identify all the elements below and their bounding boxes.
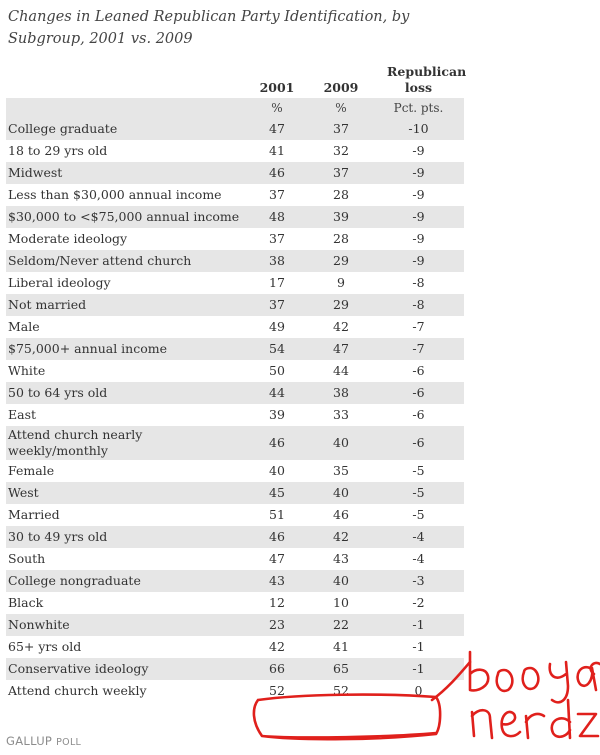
value-2009: 9 [309,272,373,294]
row-label: Midwest [6,162,245,184]
value-2001: 46 [245,426,309,460]
table-row [6,294,464,316]
chart-title: Changes in Leaned Republican Party Identification, by Subgroup, 2001 vs. 2009 [8,9,410,47]
table-row [6,592,464,614]
table-row [6,382,464,404]
value-2009: 44 [309,360,373,382]
value-2001: 45 [245,482,309,504]
value-2009: 42 [309,526,373,548]
value-2009: 40 [309,570,373,592]
value-2009: 40 [309,426,373,460]
value-loss: -10 [373,118,464,140]
value-2001: 38 [245,250,309,272]
gallup-poll-logo [6,734,81,748]
value-2001: 37 [245,294,309,316]
value-loss: -9 [373,250,464,272]
row-label: 50 to 64 yrs old [6,382,245,404]
row-label: $30,000 to <$75,000 annual income [6,206,245,228]
handwriting-nerdz [472,700,598,738]
value-loss: -1 [373,636,464,658]
table-row [6,162,464,184]
value-2001: 44 [245,382,309,404]
table-row [6,526,464,548]
table-row [6,482,464,504]
row-label: Liberal ideology [6,272,245,294]
logo-brand: GALLUP [6,734,53,748]
table-row [6,404,464,426]
table-body [6,118,464,702]
header-2009: 2009 [323,80,359,95]
value-2001: 40 [245,460,309,482]
value-loss: -6 [373,404,464,426]
value-2009: 28 [309,184,373,206]
row-label: College graduate [6,118,245,140]
value-loss: -5 [373,460,464,482]
value-loss: -8 [373,294,464,316]
row-label: Attend church weekly [6,680,245,702]
data-table [6,60,467,702]
value-loss: -9 [373,162,464,184]
value-2001: 46 [245,162,309,184]
table-row [6,118,464,140]
row-label: 65+ yrs old [6,636,245,658]
value-2001: 37 [245,228,309,250]
units-row [6,98,464,118]
value-2001: 66 [245,658,309,680]
value-2009: 37 [309,118,373,140]
row-label: Nonwhite [6,614,245,636]
table-row [6,272,464,294]
row-label: Conservative ideology [6,658,245,680]
value-2001: 50 [245,360,309,382]
table-row [6,228,464,250]
table-row [6,140,464,162]
value-2001: 47 [245,118,309,140]
value-loss: 0 [373,680,464,702]
table-row [6,250,464,272]
row-label: 30 to 49 yrs old [6,526,245,548]
value-2001: 48 [245,206,309,228]
value-2001: 52 [245,680,309,702]
table-row [6,614,464,636]
value-2001: 42 [245,636,309,658]
row-label: East [6,404,245,426]
value-loss: -9 [373,206,464,228]
row-label: White [6,360,245,382]
unit-2009: % [309,98,373,118]
value-2009: 40 [309,482,373,504]
row-label: Less than $30,000 annual income [6,184,245,206]
value-loss: -7 [373,338,464,360]
row-label: 18 to 29 yrs old [6,140,245,162]
value-2009: 47 [309,338,373,360]
value-loss: -8 [373,272,464,294]
table-row [6,206,464,228]
value-loss: -3 [373,570,464,592]
value-loss: -9 [373,228,464,250]
row-label: Married [6,504,245,526]
value-loss: -9 [373,140,464,162]
value-loss: -2 [373,592,464,614]
value-2009: 35 [309,460,373,482]
value-2009: 29 [309,294,373,316]
unit-loss: Pct. pts. [373,98,464,118]
header-group [6,60,245,98]
table-row [6,636,464,658]
row-label: Attend church nearly weekly/monthly [6,426,245,460]
value-loss: -4 [373,548,464,570]
table-row [6,360,464,382]
value-2001: 12 [245,592,309,614]
value-2009: 46 [309,504,373,526]
table-row [6,548,464,570]
value-2009: 43 [309,548,373,570]
logo-suffix: POLL [56,737,82,748]
unit-2001: % [245,98,309,118]
value-2001: 51 [245,504,309,526]
row-label: College nongraduate [6,570,245,592]
value-2001: 17 [245,272,309,294]
value-2001: 47 [245,548,309,570]
value-2009: 28 [309,228,373,250]
table-row [6,316,464,338]
value-2009: 22 [309,614,373,636]
value-loss: -9 [373,184,464,206]
row-label: West [6,482,245,504]
value-loss: -6 [373,382,464,404]
row-label: Female [6,460,245,482]
value-2001: 41 [245,140,309,162]
value-2009: 33 [309,404,373,426]
table-row [6,184,464,206]
value-2009: 29 [309,250,373,272]
value-2001: 46 [245,526,309,548]
row-label: $75,000+ annual income [6,338,245,360]
value-2009: 39 [309,206,373,228]
table-row [6,680,464,702]
value-loss: -7 [373,316,464,338]
value-loss: -5 [373,504,464,526]
header-republican-loss: Republican loss [387,64,467,95]
value-2009: 38 [309,382,373,404]
row-label: Male [6,316,245,338]
value-2009: 65 [309,658,373,680]
table-row [6,426,464,460]
row-label: Seldom/Never attend church [6,250,245,272]
value-2009: 32 [309,140,373,162]
value-2009: 52 [309,680,373,702]
header-2001: 2001 [259,80,295,95]
value-loss: -1 [373,658,464,680]
value-2001: 54 [245,338,309,360]
unit-group [6,98,245,118]
value-2001: 37 [245,184,309,206]
row-label: Not married [6,294,245,316]
value-loss: -6 [373,426,464,460]
value-2009: 37 [309,162,373,184]
handwriting-booyas [470,652,600,702]
value-2001: 49 [245,316,309,338]
table-row [6,460,464,482]
row-label: Black [6,592,245,614]
header-row [6,60,464,98]
row-label: Moderate ideology [6,228,245,250]
value-2009: 10 [309,592,373,614]
value-2009: 42 [309,316,373,338]
value-2001: 23 [245,614,309,636]
table-row [6,570,464,592]
value-loss: -6 [373,360,464,382]
row-label: South [6,548,245,570]
value-2009: 41 [309,636,373,658]
table-row [6,658,464,680]
table-row [6,338,464,360]
table-row [6,504,464,526]
value-2001: 43 [245,570,309,592]
value-loss: -4 [373,526,464,548]
value-loss: -1 [373,614,464,636]
value-2001: 39 [245,404,309,426]
value-loss: -5 [373,482,464,504]
